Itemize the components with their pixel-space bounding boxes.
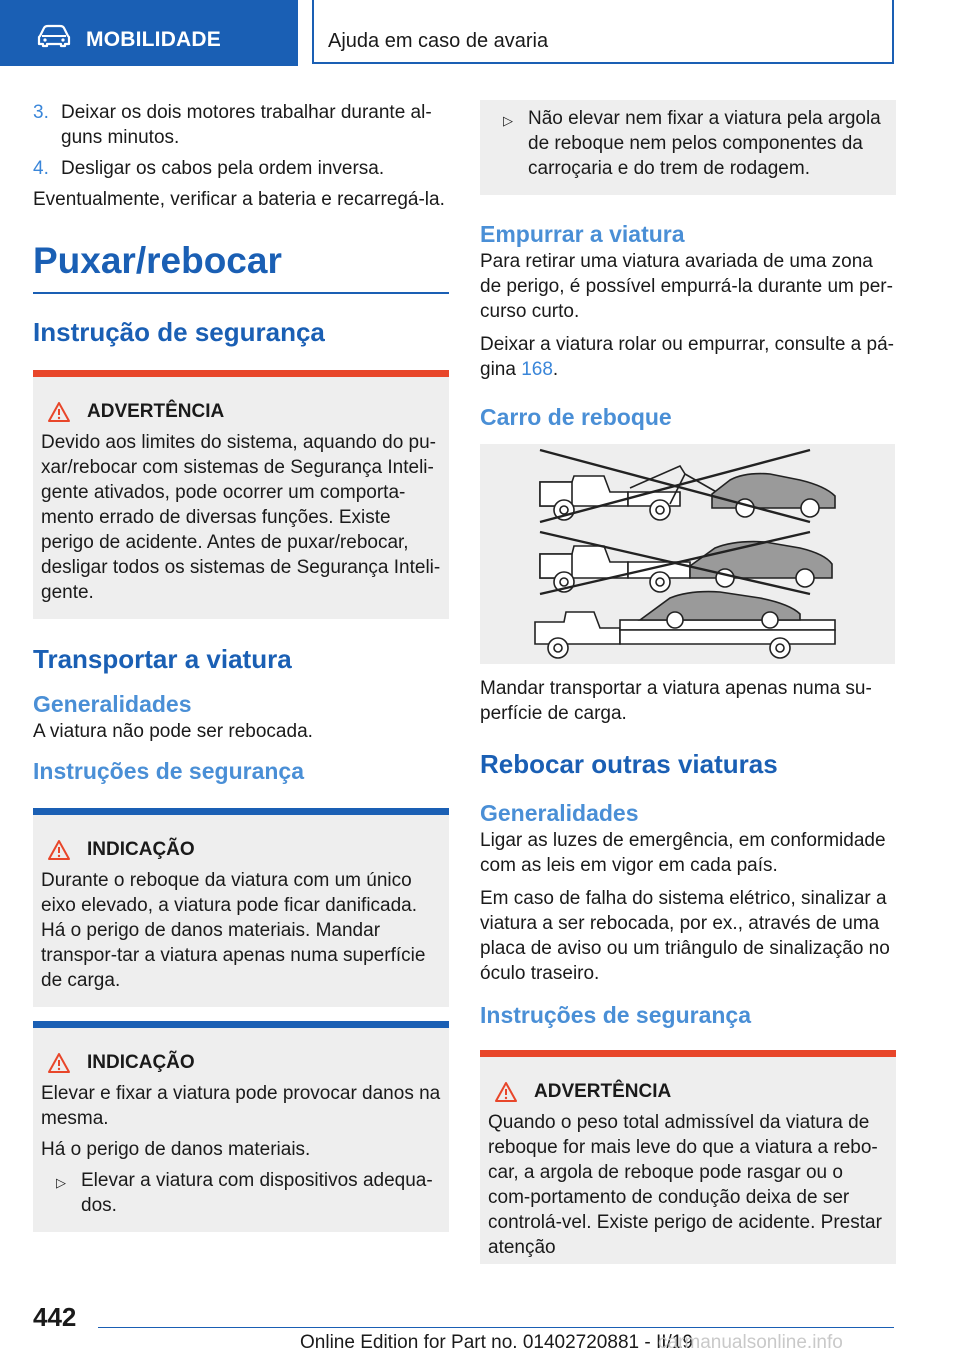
- right-column: [480, 100, 896, 1264]
- tow-truck-illustration: [480, 444, 895, 664]
- heading-tow-other: Rebocar outras viaturas: [480, 749, 778, 779]
- footer-divider: [98, 1327, 894, 1328]
- paragraph: Ligar as luzes de emergência, em conformidade com as leis em vigor em cada país.: [480, 830, 886, 876]
- heading-general: Generalidades: [480, 800, 639, 826]
- heading-general: Generalidades: [33, 691, 192, 717]
- heading-tow-truck: Carro de reboque: [480, 404, 672, 430]
- page-title: Puxar/rebocar: [33, 240, 449, 294]
- notice-continuation: [480, 100, 896, 195]
- page-link[interactable]: 168: [521, 359, 553, 380]
- paragraph: A viatura não pode ser rebocada.: [33, 721, 313, 742]
- page-number: 442: [33, 1302, 77, 1332]
- section-label: MOBILIDADE: [86, 28, 221, 51]
- left-column: [33, 100, 449, 1232]
- list-item: [488, 106, 888, 181]
- notice-text: Elevar e fixar a viatura pode provocar danos na mesma.: [41, 1083, 441, 1129]
- figure-caption: Mandar transportar a viatura apenas numa su-perfície de carga.: [480, 678, 872, 724]
- notice-text: Durante o reboque da viatura com um único eixo elevado, a viatura pode ficar danificada. Há o perigo de danos materiais. Mandar transpor-tar a viatura apenas numa superfície de carga.: [41, 870, 426, 991]
- paragraph-text: .: [552, 359, 559, 380]
- notice-box: [33, 808, 449, 1007]
- warning-title: ADVERTÊNCIA: [534, 1081, 672, 1102]
- warning-text: Quando o peso total admissível da viatura de reboque for mais leve do que a viatura a rebo-car, a argola de reboque pode rasgar ou o com-portamento de condução deixa de ser controlá-vel. Existe perigo de acidente. Prestar atenção: [488, 1112, 882, 1258]
- notice-title-row: [41, 1050, 441, 1075]
- list-item-text: Não elevar nem fixar a viatura pela argola de reboque nem pelos componentes da carroçaria e do trem de rodagem.: [528, 108, 881, 179]
- car-icon: [36, 24, 72, 48]
- warning-text: Devido aos limites do sistema, aquando do pu-xar/rebocar com sistemas de Segurança Inteli-gente ativados, pode ocorrer um comporta-mento errado de diversas funções. Existe perigo de acidente. Antes de puxar/rebocar, desligar todos os sistemas de Segurança Inteli-gente.: [41, 432, 441, 603]
- warning-title-row: [488, 1079, 888, 1104]
- step-item: [33, 100, 449, 150]
- triangle-bullet-icon: ▷: [503, 113, 513, 128]
- chapter-title: Ajuda em caso de avaria: [328, 30, 549, 52]
- paragraph-text: Deixar a viatura rolar ou empurrar, consulte a pá-gina: [480, 334, 894, 380]
- heading-transport: Transportar a viatura: [33, 644, 292, 674]
- step-item: [33, 156, 449, 181]
- warning-title-row: [41, 399, 441, 424]
- warning-title: ADVERTÊNCIA: [87, 401, 225, 422]
- warning-icon: [494, 1081, 518, 1103]
- step-number: 4.: [33, 158, 49, 179]
- warning-icon: [47, 839, 71, 861]
- warning-icon: [47, 1052, 71, 1074]
- warning-box: [33, 370, 449, 619]
- heading-instructions: Instruções de segurança: [480, 1002, 751, 1028]
- notice-title: INDICAÇÃO: [87, 1052, 195, 1073]
- watermark: carmanualsonline.info: [658, 1332, 843, 1353]
- triangle-bullet-icon: ▷: [56, 1175, 66, 1190]
- step-text: Desligar os cabos pela ordem inversa.: [61, 158, 385, 179]
- list-item-text: Elevar a viatura com dispositivos adequa-dos.: [81, 1170, 433, 1216]
- heading-instructions: Instruções de segurança: [33, 758, 304, 784]
- section-tab[interactable]: [0, 0, 298, 66]
- notice-title-row: [41, 837, 441, 862]
- notice-box: [33, 1021, 449, 1232]
- tow-truck-diagram: [480, 444, 895, 664]
- chapter-header: [312, 0, 894, 64]
- notice-title: INDICAÇÃO: [87, 839, 195, 860]
- edition-text: Online Edition for Part no. 01402720881 - II/19: [300, 1332, 693, 1353]
- heading-push: Empurrar a viatura: [480, 221, 685, 247]
- paragraph: [480, 332, 896, 382]
- step-text: Deixar os dois motores trabalhar durante al-guns minutos.: [61, 102, 432, 148]
- paragraph: Para retirar uma viatura avariada de uma zona de perigo, é possível empurrá-la durante um per-curso curto.: [480, 251, 893, 322]
- warning-box: [480, 1050, 896, 1264]
- paragraph: Eventualmente, verificar a bateria e recarregá-la.: [33, 189, 445, 210]
- warning-icon: [47, 401, 71, 423]
- list-item: [41, 1168, 441, 1218]
- paragraph: Em caso de falha do sistema elétrico, sinalizar a viatura a ser rebocada, por ex., através de uma placa de aviso ou um triângulo de sinalização no óculo traseiro.: [480, 888, 890, 984]
- step-number: 3.: [33, 102, 49, 123]
- heading-safety: Instrução de segurança: [33, 317, 325, 347]
- notice-text: Há o perigo de danos materiais.: [41, 1139, 311, 1160]
